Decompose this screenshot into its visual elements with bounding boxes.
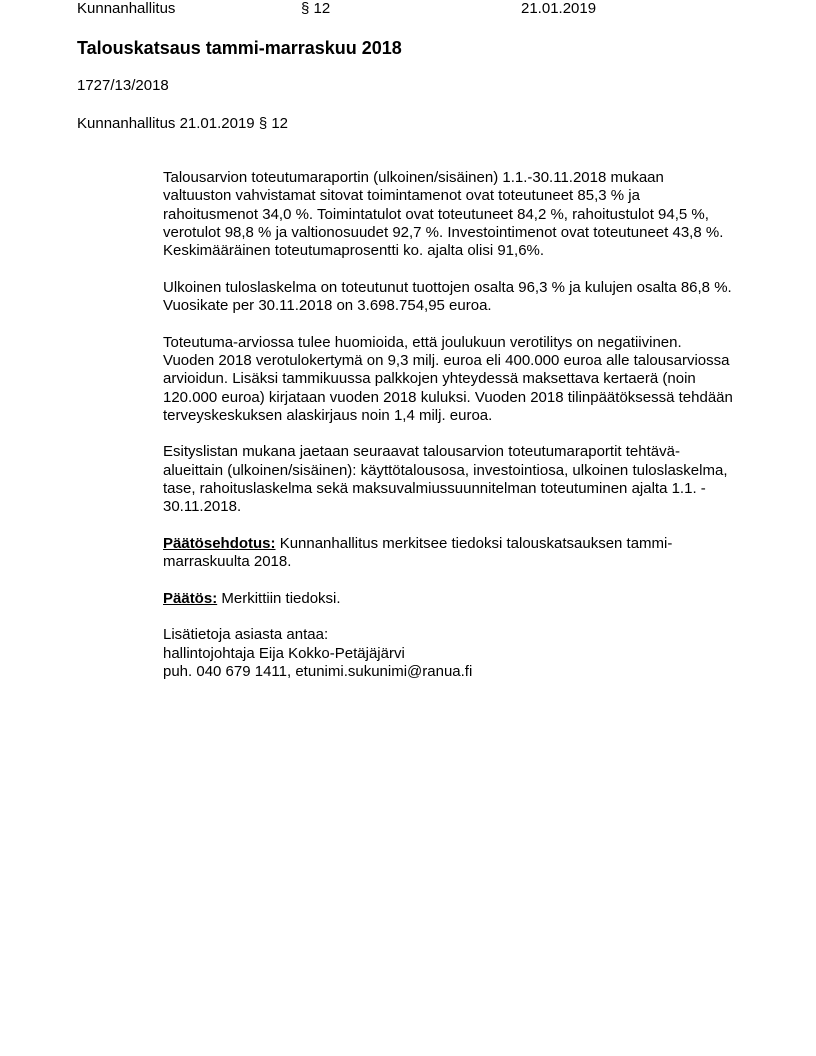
- diary-number: 1727/13/2018: [77, 77, 169, 94]
- document-body: [163, 169, 733, 700]
- paragraph-realization-estimate: Toteutuma-arviossa tulee huomioida, että joulukuun verotilitys on negatiivinen. Vuoden 2018 verotulokertymä on 9,3 milj. euroa eli 400.000 euroa alle talousarviossa arvioidun. Lisäksi tammikuussa palkkojen yhteydessä maksettava kertaerä (noin 120.000 euroa) kirjataan vuoden 2018 kuluksi. Vuoden 2018 tilinpäätöksessä tehdään terveyskeskuksen alaskirjaus noin 1,4 milj. euroa.: [163, 333, 733, 424]
- contact-block: [163, 626, 733, 681]
- meeting-reference: Kunnanhallitus 21.01.2019 § 12: [77, 115, 289, 132]
- proposal-label: Päätösehdotus:: [163, 534, 276, 552]
- decision-label: Päätös:: [163, 589, 218, 607]
- header-date: 21.01.2019: [521, 0, 597, 17]
- contact-intro: Lisätietoja asiasta antaa:: [163, 626, 329, 644]
- proposal-block: [163, 535, 733, 572]
- contact-phone-email: puh. 040 679 1411, etunimi.sukunimi@ranua.fi: [163, 663, 473, 681]
- contact-person: hallintojohtaja Eija Kokko-Petäjäjärvi: [163, 644, 405, 662]
- decision-block: [163, 590, 733, 608]
- header-organ: Kunnanhallitus: [77, 0, 176, 17]
- decision-text: Merkittiin tiedoksi.: [221, 589, 341, 607]
- paragraph-income-statement: Ulkoinen tuloslaskelma on toteutunut tuottojen osalta 96,3 % ja kulujen osalta 86,8 %. Vuosikate per 30.11.2018 on 3.698.754,95 euroa.: [163, 278, 732, 315]
- paragraph-budget-realization: Talousarvion toteutumaraportin (ulkoinen/sisäinen) 1.1.-30.11.2018 mukaan valtuuston vahvistamat sitovat toimintamenot ovat toteutuneet 85,3 % ja rahoitusmenot 34,0 %. Toimintatulot ovat toteutuneet 84,2 %, rahoitustulot 94,5 %, verotulot 98,8 % ja valtionosuudet 92,7 %. Investointimenot ovat toteutuneet 43,8 %. Keskimääräinen toteutumaprosentti ko. ajalta olisi 91,6%.: [163, 169, 724, 260]
- document-title: Talouskatsaus tammi-marraskuu 2018: [77, 38, 402, 58]
- proposal-text: Kunnanhallitus merkitsee tiedoksi talouskatsauksen tammi-marraskuulta 2018.: [163, 534, 673, 571]
- paragraph-attached-reports: Esityslistan mukana jaetaan seuraavat talousarvion toteutumaraportit tehtävä-alueittain (ulkoinen/sisäinen): käyttötalousosa, investointiosa, ulkoinen tuloslaskelma, tase, rahoituslaskelma sekä maksuvalmiussuunnitelman toteutuminen ajalta 1.1. - 30.11.2018.: [163, 443, 728, 516]
- header-section: § 12: [301, 0, 331, 17]
